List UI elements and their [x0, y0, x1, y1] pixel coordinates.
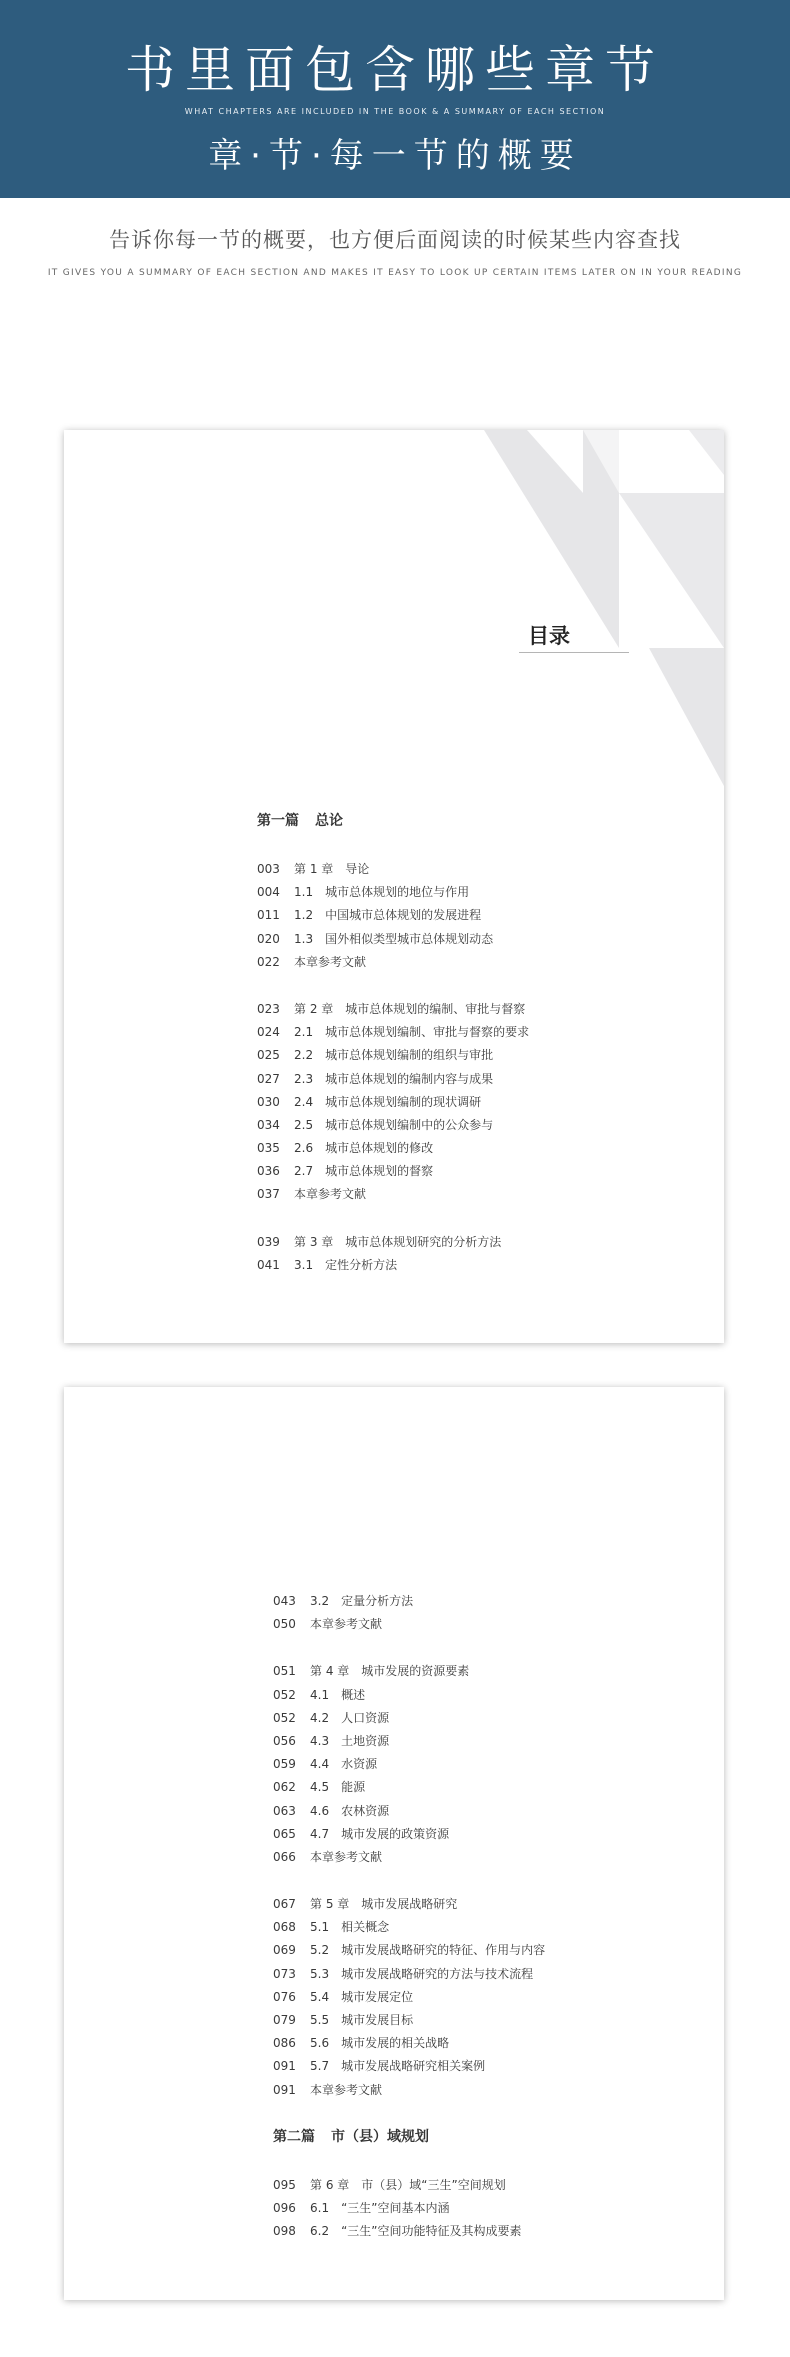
banner-title: 书里面包含哪些章节 [125, 41, 665, 99]
entry-page: 091 [273, 2082, 296, 2097]
entry-title: 城市发展定位 [341, 1989, 414, 2004]
entry-number: 3.2 [310, 1594, 330, 1608]
entry-page: 043 [273, 1594, 296, 1608]
entry-title: 城市发展战略研究相关案例 [341, 2059, 486, 2074]
entry-title: 相关概念 [341, 1920, 390, 1935]
entry-page: 035 [257, 1141, 280, 1156]
entry-number: 2.7 [294, 1164, 314, 1179]
entry-number: 4.3 [310, 1733, 330, 1748]
entry-title: 本章参考文献 [310, 1849, 383, 1864]
entry-number: 第 1 章 [294, 862, 334, 876]
toc-entry [257, 1160, 529, 1183]
entry-title: 城市总体规划的督察 [325, 1164, 434, 1179]
entry-number: 5.3 [310, 1966, 330, 1981]
entry-number: 2.2 [294, 1048, 314, 1063]
entry-title: 农林资源 [341, 1803, 390, 1818]
entry-page: 025 [257, 1048, 280, 1063]
part-number: 第一篇 [257, 813, 299, 829]
toc-entry [273, 1963, 545, 1986]
entry-page: 023 [257, 1001, 280, 1016]
entry-page: 066 [273, 1849, 296, 1864]
toc-page-2 [64, 1387, 724, 2300]
entry-title: 城市发展的政策资源 [341, 1826, 450, 1841]
entry-number: 4.2 [310, 1710, 330, 1725]
entry-title: 城市总体规划编制中的公众参与 [325, 1117, 494, 1132]
entry-page: 034 [257, 1117, 280, 1132]
toc-entry [273, 2220, 545, 2243]
toc-list [273, 1590, 545, 2243]
toc-entry [257, 1114, 529, 1137]
entry-page: 011 [257, 908, 280, 923]
toc-entry [273, 1730, 545, 1753]
toc-entry [257, 1068, 529, 1091]
entry-number: 5.4 [310, 1989, 330, 2004]
entry-page: 059 [273, 1757, 296, 1772]
entry-number: 1.3 [294, 931, 314, 946]
entry-page: 037 [257, 1187, 280, 1202]
entry-page: 065 [273, 1826, 296, 1841]
toc-entry [257, 1231, 529, 1254]
entry-page: 022 [257, 954, 280, 969]
entry-title: 国外相似类型城市总体规划动态 [325, 931, 494, 946]
entry-title: 本章参考文献 [310, 2082, 383, 2097]
toc-entry [273, 1707, 545, 1730]
toc-entry [273, 1939, 545, 1962]
entry-number: 4.4 [310, 1757, 330, 1772]
entry-title: 能源 [341, 1780, 366, 1795]
entry-page: 086 [273, 2036, 296, 2051]
toc-entry [273, 1660, 545, 1683]
entry-page: 063 [273, 1803, 296, 1818]
entry-title: 本章参考文献 [294, 954, 367, 969]
entry-number: 1.1 [294, 885, 314, 900]
entry-page: 067 [273, 1897, 296, 1912]
entry-number: 2.5 [294, 1117, 314, 1132]
toc-entry [273, 1986, 545, 2009]
entry-page: 073 [273, 1966, 296, 1981]
entry-title: “三生”空间基本内涵 [341, 2200, 450, 2215]
entry-title: 城市总体规划编制的组织与审批 [325, 1048, 494, 1063]
toc-entry [257, 1021, 529, 1044]
toc-entry [273, 1800, 545, 1823]
toc-entry [257, 1137, 529, 1160]
entry-number: 4.1 [310, 1687, 330, 1702]
entry-page: 091 [273, 2059, 296, 2074]
toc-title-underline [519, 652, 629, 653]
toc-entry [273, 1776, 545, 1799]
toc-entry [273, 1684, 545, 1707]
toc-entry [257, 881, 529, 904]
entry-title: 城市发展的相关战略 [341, 2036, 450, 2051]
entry-title: 水资源 [341, 1757, 378, 1772]
toc-entry [257, 1183, 529, 1206]
entry-number: 第 5 章 [310, 1897, 350, 1912]
toc-entry [273, 1823, 545, 1846]
part-name: 市（县）域规划 [331, 2128, 429, 2145]
entry-page: 069 [273, 1943, 296, 1958]
part-number: 第二篇 [273, 2128, 315, 2145]
intro-text: 告诉你每一节的概要，也方便后面阅读的时候某些内容查找 [109, 228, 681, 252]
entry-page: 052 [273, 1710, 296, 1725]
toc-entry [273, 1753, 545, 1776]
entry-number: 第 3 章 [294, 1234, 334, 1249]
entry-number: 5.2 [310, 1943, 330, 1958]
entry-page: 050 [273, 1617, 296, 1632]
entry-title: 城市总体规划编制的现状调研 [325, 1094, 482, 1109]
entry-title: 城市发展战略研究 [361, 1897, 458, 1912]
entry-page: 036 [257, 1164, 280, 1179]
toc-entry [273, 1846, 545, 1869]
entry-title: 人口资源 [341, 1710, 390, 1725]
entry-page: 076 [273, 1989, 296, 2004]
toc-entry [273, 2032, 545, 2055]
toc-entry [273, 1916, 545, 1939]
entry-title: 中国城市总体规划的发展进程 [325, 908, 482, 923]
entry-title: 概述 [341, 1687, 366, 1702]
entry-page: 056 [273, 1733, 296, 1748]
entry-number: 2.4 [294, 1094, 314, 1109]
entry-title: 土地资源 [341, 1733, 390, 1748]
entry-title: 定性分析方法 [325, 1257, 398, 1272]
toc-entry [257, 858, 529, 881]
toc-title: 目录 [528, 624, 570, 648]
entry-number: 5.7 [310, 2059, 330, 2074]
entry-page: 052 [273, 1687, 296, 1702]
entry-number: 4.5 [310, 1780, 330, 1795]
entry-page: 020 [257, 931, 280, 946]
entry-number: 4.6 [310, 1803, 330, 1818]
entry-number: 第 6 章 [310, 2177, 350, 2192]
intro-text-en: IT GIVES YOU A SUMMARY OF EACH SECTION AND MAKES IT EASY TO LOOK UP CERTAIN ITEMS LATER ON IN YOUR READING [47, 268, 743, 278]
entry-page: 079 [273, 2013, 296, 2027]
toc-entry [257, 928, 529, 951]
toc-page-1 [64, 430, 724, 1343]
banner-subtitle-en: WHAT CHAPTERS ARE INCLUDED IN THE BOOK & A SUMMARY OF EACH SECTION [184, 107, 606, 116]
entry-page: 096 [273, 2200, 296, 2215]
toc-entry [273, 1893, 545, 1916]
entry-page: 062 [273, 1780, 296, 1795]
toc-entry [257, 1254, 529, 1277]
entry-number: 6.1 [310, 2200, 330, 2215]
toc-entry [273, 2055, 545, 2078]
entry-number: 2.1 [294, 1025, 314, 1040]
toc-entry [257, 998, 529, 1021]
entry-number: 1.2 [294, 908, 314, 923]
entry-page: 003 [257, 862, 280, 876]
entry-number: 第 2 章 [294, 1001, 334, 1016]
entry-number: 2.6 [294, 1141, 314, 1156]
toc-entry [273, 2197, 545, 2220]
entry-page: 098 [273, 2224, 296, 2239]
entry-page: 024 [257, 1025, 280, 1040]
toc-entry [257, 1091, 529, 1114]
entry-number: 5.5 [310, 2013, 330, 2027]
entry-number: 4.7 [310, 1826, 330, 1841]
toc-entry [257, 904, 529, 927]
toc-list [257, 810, 529, 1277]
entry-title: 本章参考文献 [294, 1187, 367, 1202]
entry-title: 城市总体规划研究的分析方法 [345, 1234, 502, 1249]
entry-title: 城市总体规划的地位与作用 [325, 885, 470, 900]
toc-entry [273, 1613, 545, 1636]
entry-page: 041 [257, 1257, 280, 1272]
entry-page: 095 [273, 2177, 296, 2192]
entry-title: 城市总体规划的修改 [325, 1141, 434, 1156]
toc-entry [273, 2079, 545, 2102]
part-heading [273, 2126, 545, 2149]
entry-page: 030 [257, 1094, 280, 1109]
entry-number: 3.1 [294, 1257, 314, 1272]
header-banner [0, 0, 790, 198]
entry-title: 城市发展的资源要素 [361, 1664, 470, 1679]
decorative-triangles [484, 430, 724, 786]
entry-title: 导论 [345, 862, 370, 876]
entry-title: 城市总体规划的编制、审批与督察 [345, 1001, 526, 1016]
entry-title: 城市发展战略研究的方法与技术流程 [341, 1966, 534, 1981]
toc-entry [273, 2174, 545, 2197]
entry-page: 051 [273, 1664, 296, 1679]
entry-title: 定量分析方法 [341, 1594, 414, 1608]
entry-number: 5.1 [310, 1920, 330, 1935]
toc-entry [273, 2009, 545, 2032]
entry-number: 第 4 章 [310, 1664, 350, 1679]
entry-number: 5.6 [310, 2036, 330, 2051]
entry-title: 城市发展目标 [341, 2013, 414, 2027]
part-heading [257, 810, 529, 833]
entry-title: 城市发展战略研究的特征、作用与内容 [341, 1943, 546, 1958]
entry-title: 城市总体规划的编制内容与成果 [325, 1071, 494, 1086]
entry-number: 6.2 [310, 2224, 330, 2239]
entry-page: 004 [257, 885, 280, 900]
toc-entry [257, 1044, 529, 1067]
banner-subtitle: 章·节·每一节的概要 [208, 136, 582, 176]
entry-number: 2.3 [294, 1071, 314, 1086]
entry-title: 城市总体规划编制、审批与督察的要求 [325, 1025, 530, 1040]
entry-page: 068 [273, 1920, 296, 1935]
toc-entry [257, 951, 529, 974]
part-name: 总论 [315, 813, 343, 829]
entry-title: “三生”空间功能特征及其构成要素 [341, 2224, 522, 2239]
entry-title: 本章参考文献 [310, 1617, 383, 1632]
entry-page: 039 [257, 1234, 280, 1249]
toc-entry [273, 1590, 545, 1613]
entry-page: 027 [257, 1071, 280, 1086]
entry-title: 市（县）域“三生”空间规划 [361, 2177, 506, 2192]
